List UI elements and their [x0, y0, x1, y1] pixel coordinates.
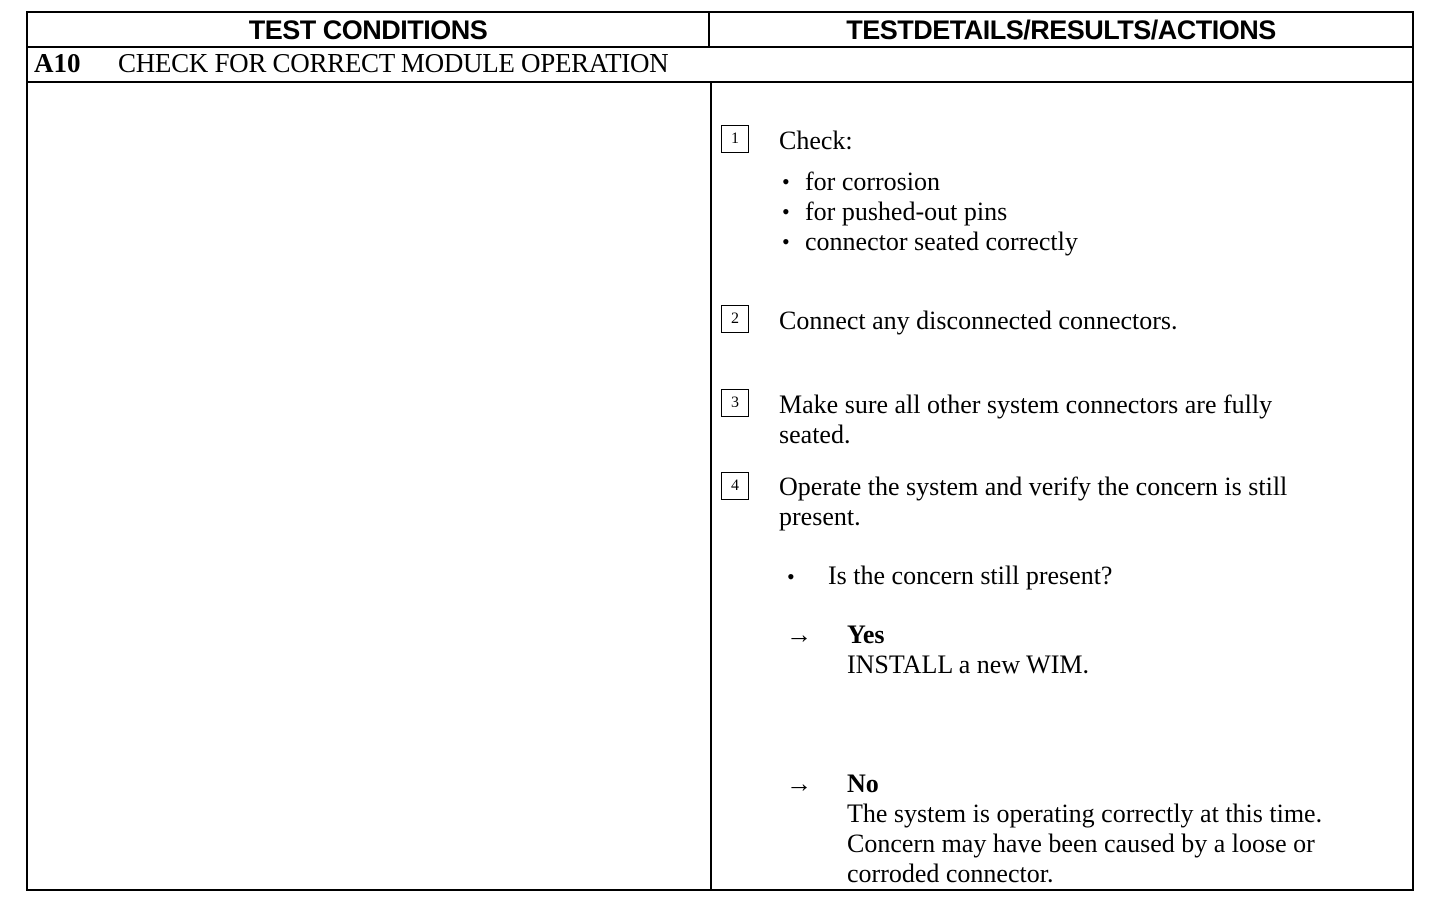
step-number-box: 3: [721, 389, 749, 417]
bullet-marker: •: [782, 229, 790, 254]
no-label: No: [847, 769, 879, 798]
step-text: Connect any disconnected connectors.: [779, 306, 1178, 335]
test-conditions-header: TEST CONDITIONS: [28, 13, 710, 46]
arrow-icon: →: [786, 620, 812, 649]
test-conditions-cell: [28, 83, 710, 889]
bullet-item: for corrosion: [805, 167, 941, 196]
bullet-marker: •: [782, 169, 790, 194]
step-text: Make sure all other system connectors are fully: [779, 390, 1273, 419]
yes-label: Yes: [847, 620, 885, 649]
column-divider: [710, 83, 712, 889]
arrow-icon: →: [786, 769, 812, 798]
test-details-header: TESTDETAILS/RESULTS/ACTIONS: [846, 15, 1276, 45]
bullet-marker: •: [787, 564, 795, 589]
bullet-marker: •: [782, 199, 790, 224]
step-number-box: 4: [721, 472, 749, 500]
step-text: Check:: [779, 126, 853, 155]
section-row: [28, 48, 1412, 81]
no-action-line: corroded connector.: [847, 859, 1054, 888]
yes-action: INSTALL a new WIM.: [847, 650, 1089, 679]
section-title: CHECK FOR CORRECT MODULE OPERATION: [118, 48, 669, 78]
step-number-box: 1: [721, 125, 749, 153]
step-text: seated.: [779, 420, 851, 449]
step-text: Operate the system and verify the concern is still: [779, 472, 1288, 501]
section-code: A10: [34, 48, 81, 78]
step-text: present.: [779, 502, 861, 531]
diagnostic-table: [26, 11, 1414, 891]
no-action-line: Concern may have been caused by a loose or: [847, 829, 1315, 858]
bullet-item: connector seated correctly: [805, 227, 1078, 256]
question-text: Is the concern still present?: [828, 561, 1113, 590]
step-number-box: 2: [721, 305, 749, 333]
no-action-line: The system is operating correctly at this time.: [847, 799, 1323, 828]
bullet-item: for pushed-out pins: [805, 197, 1008, 226]
